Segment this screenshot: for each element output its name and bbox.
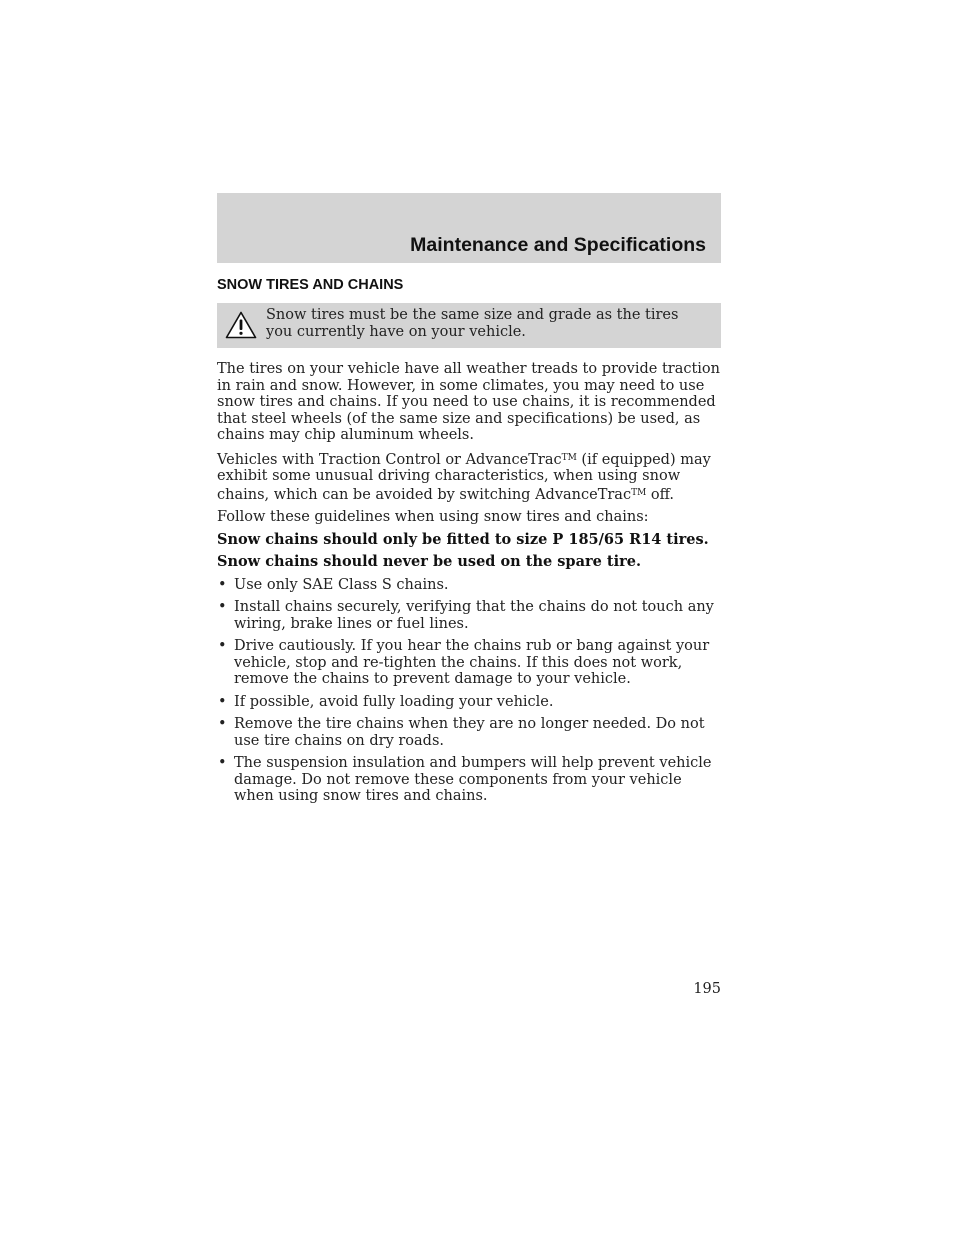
list-item-text: Drive cautiously. If you hear the chains rub or bang against your vehicle, stop and re-tighten the chains. If this does not work, remove the chains to prevent damage to your vehicle.	[234, 638, 710, 687]
paragraph-intro: The tires on your vehicle have all weather treads to provide traction in rain and snow. However, in some climates, you may need to use snow tires and chains. If you need to use chains, it is recommended that steel wheels (of the same size and specifications) be used, as chains may chip aluminum wheels.	[217, 361, 721, 443]
list-item-text: If possible, avoid fully loading your vehicle.	[234, 693, 554, 710]
page-number: 195	[693, 981, 721, 997]
warning-text: Snow tires must be the same size and grade as the tires you currently have on your vehicle.	[266, 307, 679, 340]
trademark-mark: TM	[631, 487, 647, 498]
list-item	[217, 755, 721, 805]
paragraph-traction-control	[217, 450, 721, 504]
bullet-icon: •	[218, 755, 227, 771]
bold-note-chain-size: Snow chains should only be fitted to size P 185/65 R14 tires.	[217, 530, 709, 548]
body-content	[217, 361, 721, 811]
list-item	[217, 716, 721, 749]
traction-text-3: off.	[646, 486, 675, 503]
bullet-icon: •	[218, 716, 227, 732]
traction-text-2: (if equipped) may exhibit some unusual driving characteristics, when using snow chains, which can be avoided by switching AdvanceTrac	[217, 451, 711, 503]
warning-box	[217, 303, 721, 348]
warning-triangle-icon	[225, 311, 257, 339]
list-item-text: Remove the tire chains when they are no longer needed. Do not use tire chains on dry roads.	[234, 716, 705, 749]
page-header-title: Maintenance and Specifications	[410, 234, 706, 256]
paragraph-guidelines: Follow these guidelines when using snow tires and chains:	[217, 509, 649, 525]
list-item	[217, 694, 721, 711]
list-item-text: Install chains securely, verifying that the chains do not touch any wiring, brake lines or fuel lines.	[234, 599, 714, 632]
bold-note-spare-tire: Snow chains should never be used on the spare tire.	[217, 553, 641, 570]
list-item	[217, 577, 721, 594]
bullet-icon: •	[218, 599, 227, 615]
bullet-icon: •	[218, 576, 227, 593]
list-item-text: Use only SAE Class S chains.	[234, 576, 449, 593]
section-title: SNOW TIRES AND CHAINS	[217, 277, 404, 293]
bullet-icon: •	[218, 638, 227, 654]
guideline-list	[217, 577, 721, 805]
list-item-text: The suspension insulation and bumpers will help prevent vehicle damage. Do not remove these components from your vehicle when using snow tires and chains.	[234, 755, 712, 804]
trademark-mark: TM	[561, 452, 577, 463]
list-item	[217, 638, 721, 688]
list-item	[217, 599, 721, 632]
header-band	[217, 193, 721, 263]
bullet-icon: •	[218, 693, 227, 710]
traction-text-1: Vehicles with Traction Control or AdvanceTrac	[217, 451, 562, 468]
